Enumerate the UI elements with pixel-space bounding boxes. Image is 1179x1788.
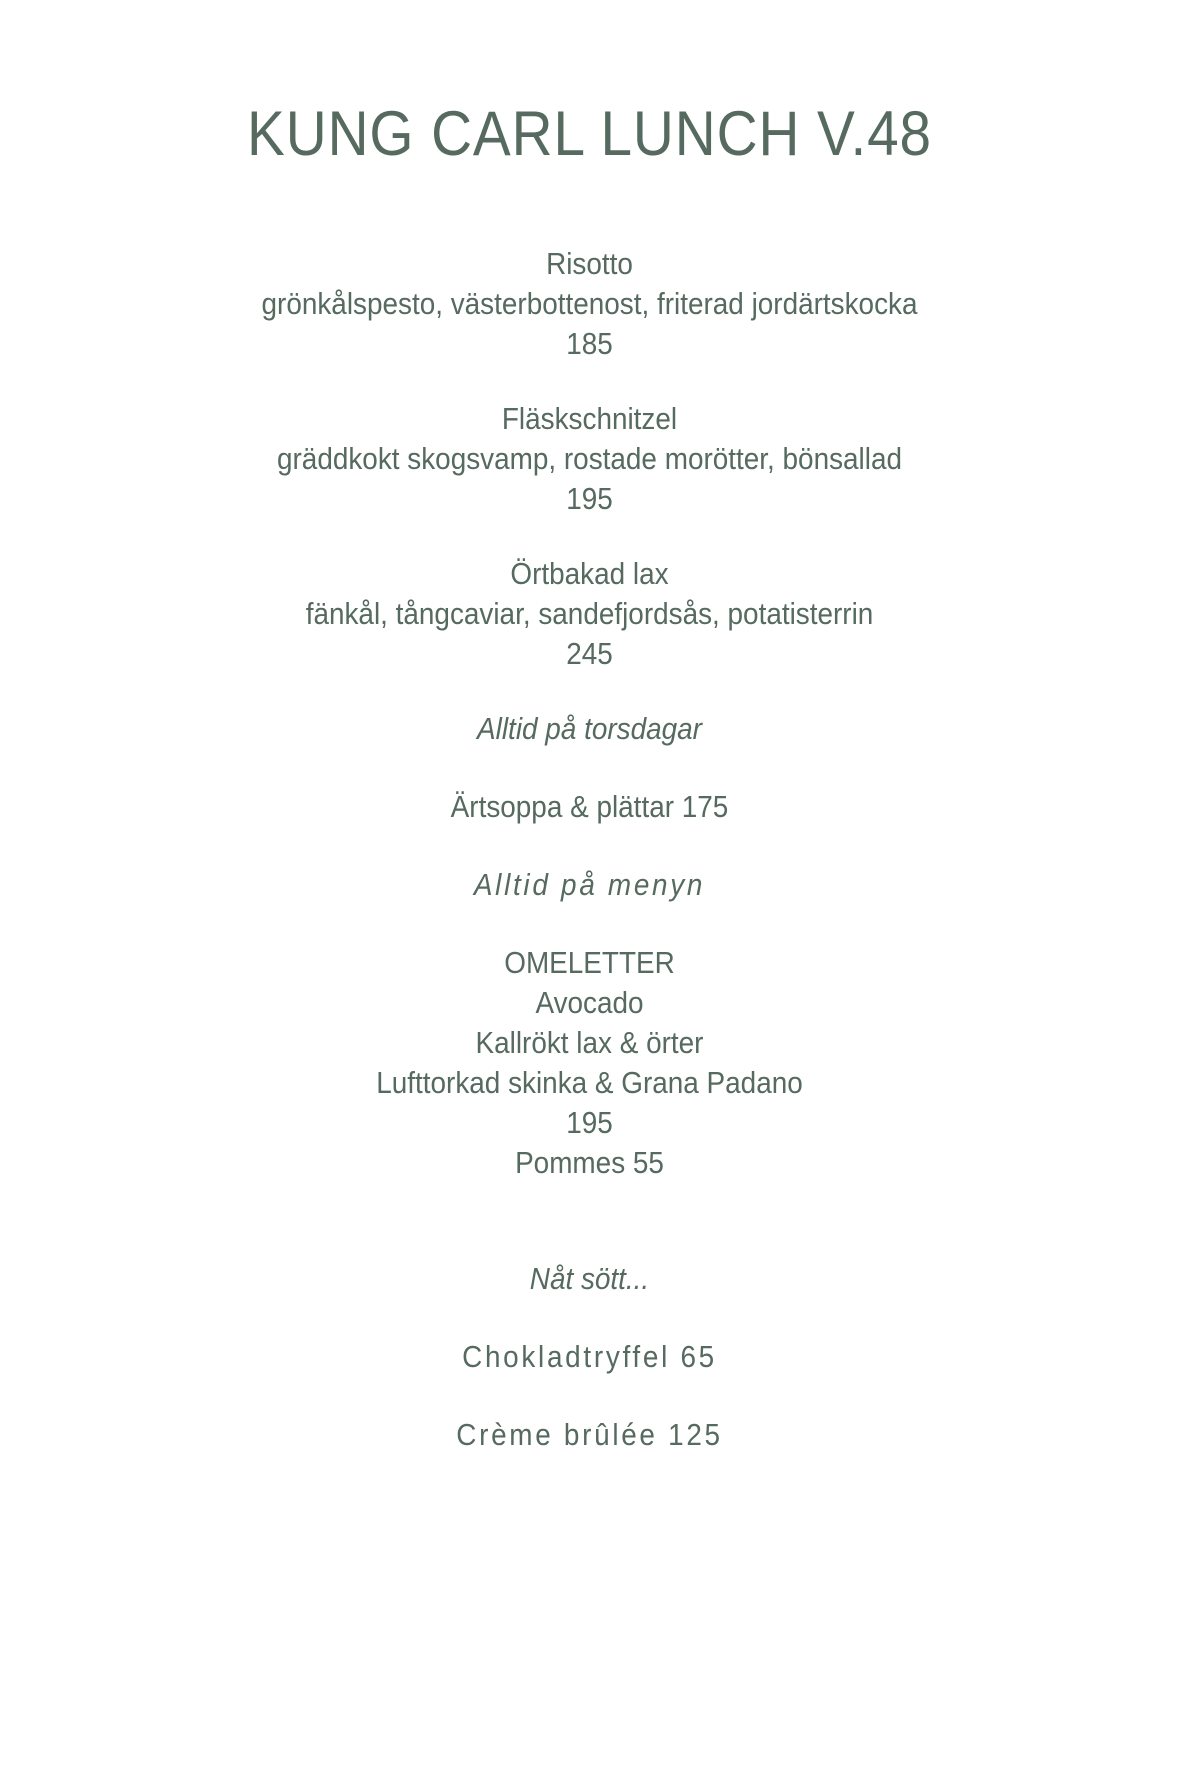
dish-description: fänkål, tångcaviar, sandefjordsås, potatisterrin [305,596,874,632]
omelettes-title: OMELETTER [504,945,675,981]
dish-schnitzel [59,399,1120,519]
omelette-variant-salmon-herbs: Kallrökt lax & örter [475,1025,704,1061]
omelette-variant-ham-grana: Lufttorkad skinka & Grana Padano [376,1065,803,1101]
dish-price: 245 [566,636,613,672]
dish-risotto [59,244,1120,364]
dessert-item-creme-brulee: Crème brûlée 125 [456,1417,723,1453]
dessert-item-chocolate-truffle: Chokladtryffel 65 [462,1339,717,1375]
omelettes-block [59,943,1120,1183]
dish-price: 195 [566,481,613,517]
dish-description: grönkålspesto, västerbottenost, friterad jordärtskocka [261,286,918,322]
dish-name: Risotto [546,246,633,282]
menu-title: KUNG CARL LUNCH V.48 [247,99,932,169]
omelettes-extra-fries: Pommes 55 [515,1145,664,1181]
menu-item-peasoup-pancakes: Ärtsoppa & plättar 175 [450,789,729,825]
section-heading-always-on-menu: Alltid på menyn [473,867,706,903]
omelette-variant-avocado: Avocado [535,985,644,1021]
dish-price: 185 [566,326,613,362]
dish-description: gräddkokt skogsvamp, rostade morötter, bönsallad [277,441,902,477]
dish-name: Fläskschnitzel [501,401,678,437]
section-heading-thursdays: Alltid på torsdagar [477,711,702,747]
lunch-menu [59,0,1120,1455]
dish-salmon [59,554,1120,674]
section-heading-dessert: Nåt sött... [529,1261,650,1297]
omelettes-price: 195 [566,1105,613,1141]
dish-name: Örtbakad lax [510,556,669,592]
